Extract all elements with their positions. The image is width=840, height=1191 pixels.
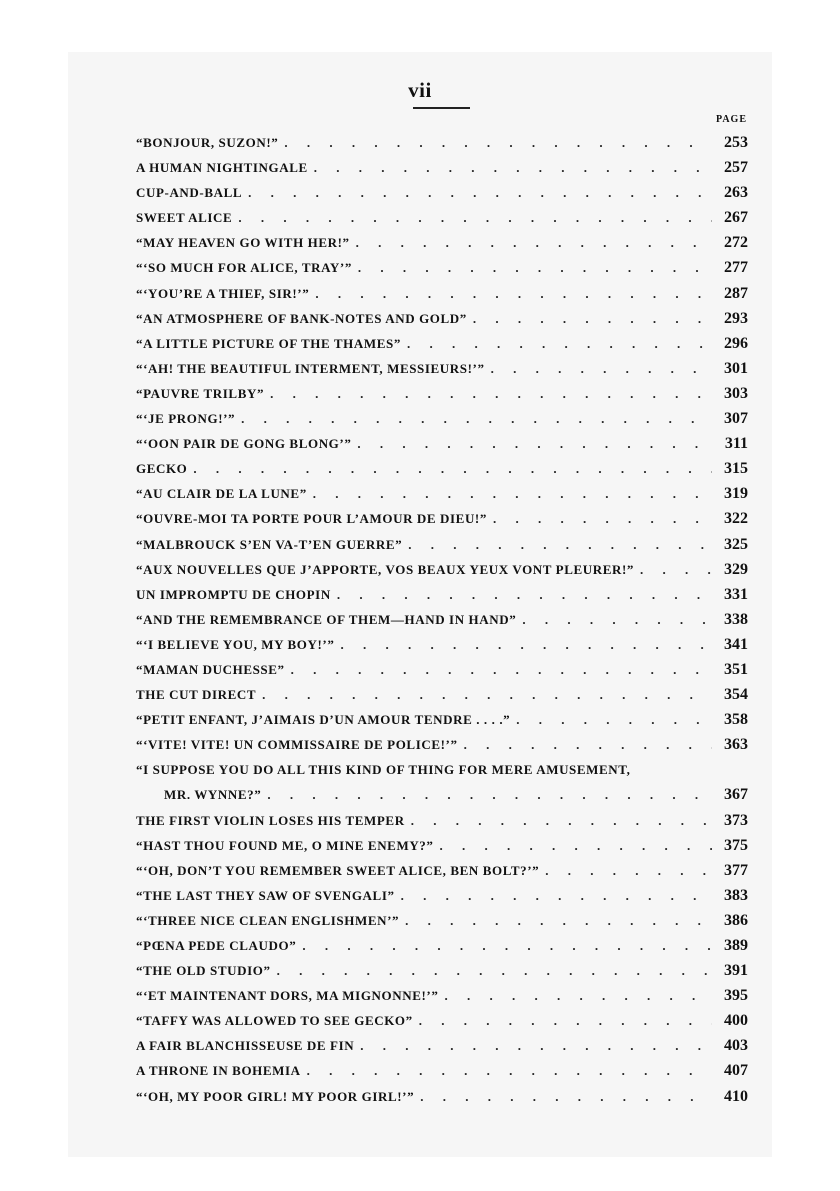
toc-entry-page: 377 xyxy=(724,861,748,879)
toc-entry-title: “‘OH, MY POOR GIRL! MY POOR GIRL!’” xyxy=(136,1088,415,1104)
toc-entry xyxy=(136,205,748,230)
toc-entry-page: 315 xyxy=(724,460,748,478)
toc-entry xyxy=(136,506,748,531)
toc-entry-page: 319 xyxy=(724,485,748,503)
dot-leader xyxy=(193,456,712,481)
toc-entry-title: “‘YOU’RE A THIEF, SIR!’” xyxy=(136,285,310,301)
toc-entry-title: “‘VITE! VITE! UN COMMISSAIRE DE POLICE!’” xyxy=(136,737,458,753)
dot-leader xyxy=(405,908,712,933)
dot-leader xyxy=(493,506,712,531)
toc-entry xyxy=(136,983,748,1008)
toc-entry-continued xyxy=(136,782,748,807)
toc-entry-page: 389 xyxy=(724,937,748,954)
toc-entry-title: “AN ATMOSPHERE OF BANK-NOTES AND GOLD” xyxy=(136,310,467,326)
toc-entry xyxy=(136,557,748,582)
toc-entry-page: 363 xyxy=(724,736,748,754)
dot-leader xyxy=(358,255,712,280)
toc-entry-title: “‘THREE NICE CLEAN ENGLISHMEN’” xyxy=(136,912,400,928)
toc-entry xyxy=(136,130,748,155)
toc-entry-title: “BONJOUR, SUZON!” xyxy=(136,135,279,150)
toc-entry xyxy=(136,406,748,431)
toc-entry xyxy=(136,833,748,858)
toc-entry-page: 338 xyxy=(724,610,748,628)
toc-entry xyxy=(136,707,748,732)
toc-entry-page: 367 xyxy=(724,786,748,804)
dot-leader xyxy=(284,130,712,155)
toc-entry-title: “HAST THOU FOUND ME, O MINE ENEMY?” xyxy=(136,837,434,853)
toc-entry-page: 267 xyxy=(724,209,748,227)
dot-leader xyxy=(516,707,712,732)
dot-leader xyxy=(314,155,712,180)
toc-entry xyxy=(136,431,748,456)
dot-leader xyxy=(360,1033,712,1058)
toc-entry xyxy=(136,1058,748,1083)
toc-entry-title: GECKO xyxy=(136,461,188,477)
toc-entry-title: “‘OH, DON’T YOU REMEMBER SWEET ALICE, BEN BOLT?’” xyxy=(136,862,540,878)
toc-entry-page: 395 xyxy=(724,987,748,1005)
dot-leader xyxy=(408,532,712,557)
toc-entry-page: 386 xyxy=(724,911,748,929)
toc-entry-page: 277 xyxy=(724,259,748,277)
dot-leader xyxy=(277,958,712,983)
dot-leader xyxy=(464,732,712,757)
toc-entry-title: “MALBROUCK S’EN VA-T’EN GUERRE” xyxy=(136,536,403,552)
dot-leader xyxy=(315,281,712,306)
toc-entry-title: “‘SO MUCH FOR ALICE, TRAY’” xyxy=(136,260,352,276)
dot-leader xyxy=(473,306,712,331)
toc-entry xyxy=(136,1008,748,1033)
toc-entry xyxy=(136,908,748,933)
dot-leader xyxy=(444,983,712,1008)
toc-entry xyxy=(136,682,748,707)
dot-leader xyxy=(291,657,712,682)
toc-entry-title: “THE LAST THEY SAW OF SVENGALI” xyxy=(136,887,395,903)
dot-leader xyxy=(302,933,712,958)
toc-entry xyxy=(136,532,748,557)
toc-entry-page: 296 xyxy=(724,334,748,352)
dot-leader xyxy=(262,682,712,707)
dot-leader xyxy=(401,883,712,908)
toc-entry-title: “MAY HEAVEN GO WITH HER!” xyxy=(136,235,350,251)
toc-entry xyxy=(136,331,748,356)
toc-entry-page: 383 xyxy=(724,886,748,904)
dot-leader xyxy=(337,582,712,607)
table-of-contents xyxy=(136,130,748,1109)
toc-entry-title: “THE OLD STUDIO” xyxy=(136,963,271,979)
toc-entry-page: 263 xyxy=(724,184,748,202)
toc-entry-title: SWEET ALICE xyxy=(136,210,233,226)
toc-entry-page: 403 xyxy=(724,1037,748,1055)
page-number: vii xyxy=(408,78,432,102)
toc-entry-title: THE CUT DIRECT xyxy=(136,687,257,703)
toc-entry xyxy=(136,1084,748,1109)
toc-entry-title: “PAUVRE TRILBY” xyxy=(136,385,265,401)
toc-entry-title: UN IMPROMPTU DE CHOPIN xyxy=(136,586,331,602)
toc-entry xyxy=(136,356,748,381)
toc-entry-title: A THRONE IN BOHEMIA xyxy=(136,1063,301,1079)
toc-entry-title: THE FIRST VIOLIN LOSES HIS TEMPER xyxy=(136,812,405,828)
dot-leader xyxy=(407,331,712,356)
toc-entry-title: “‘ET MAINTENANT DORS, MA MIGNONNE!’” xyxy=(136,988,439,1004)
toc-entry xyxy=(136,306,748,331)
toc-entry-title: “‘OON PAIR DE GONG BLONG’” xyxy=(136,436,352,452)
toc-entry xyxy=(136,155,748,180)
toc-entry-title: “MAMAN DUCHESSE” xyxy=(136,661,285,677)
toc-entry-page: 311 xyxy=(724,435,748,453)
toc-entry-page: 329 xyxy=(724,560,748,578)
toc-entry xyxy=(136,180,748,205)
toc-entry-page: 354 xyxy=(724,686,748,704)
toc-entry-title: “A LITTLE PICTURE OF THE THAMES” xyxy=(136,335,401,351)
toc-entry-page: 373 xyxy=(724,811,748,829)
toc-entry-title: “‘JE PRONG!’” xyxy=(136,411,236,427)
toc-entry-page: 375 xyxy=(724,836,748,854)
toc-entry xyxy=(136,732,748,757)
dot-leader xyxy=(270,381,712,406)
toc-entry-page: 287 xyxy=(724,284,748,302)
toc-entry-page: 257 xyxy=(724,159,748,177)
toc-entry xyxy=(136,632,748,657)
dot-leader xyxy=(419,1008,712,1033)
dot-leader xyxy=(440,833,712,858)
toc-entry-page: 253 xyxy=(724,134,748,151)
toc-entry xyxy=(136,933,748,958)
page-column-label: PAGE xyxy=(715,114,747,125)
toc-entry-page: 400 xyxy=(724,1012,748,1030)
toc-entry-title-continued: MR. WYNNE?” xyxy=(164,787,262,803)
toc-entry-page: 272 xyxy=(724,234,748,252)
toc-entry xyxy=(136,456,748,481)
dot-leader xyxy=(545,858,712,883)
toc-entry-title: “I SUPPOSE YOU DO ALL THIS KIND OF THING FOR MERE AMUSEMENT, xyxy=(136,762,631,778)
toc-entry-page: 325 xyxy=(724,535,748,553)
toc-entry-title: A HUMAN NIGHTINGALE xyxy=(136,160,308,176)
toc-entry-title: “‘I BELIEVE YOU, MY BOY!’” xyxy=(136,636,335,652)
toc-entry xyxy=(136,808,748,833)
dot-leader xyxy=(267,782,712,807)
toc-entry xyxy=(136,281,748,306)
toc-entry xyxy=(136,858,748,883)
toc-entry-page: 322 xyxy=(724,510,748,528)
toc-entry-title: A FAIR BLANCHISSEUSE DE FIN xyxy=(136,1038,355,1054)
toc-entry xyxy=(136,582,748,607)
toc-entry-title: “OUVRE-MOI TA PORTE POUR L’AMOUR DE DIEU!” xyxy=(136,511,487,527)
dot-leader xyxy=(340,632,712,657)
toc-entry xyxy=(136,255,748,280)
toc-entry-page: 358 xyxy=(724,711,748,729)
dot-leader xyxy=(420,1084,712,1109)
toc-entry-page: 293 xyxy=(724,309,748,327)
toc-entry-page: 391 xyxy=(724,962,748,980)
toc-entry-title: “TAFFY WAS ALLOWED TO SEE GECKO” xyxy=(136,1013,413,1029)
toc-entry-page: 407 xyxy=(724,1062,748,1080)
toc-entry xyxy=(136,883,748,908)
dot-leader xyxy=(357,431,712,456)
dot-leader xyxy=(411,808,712,833)
toc-entry-page: 341 xyxy=(724,635,748,653)
dot-leader xyxy=(313,481,712,506)
toc-entry-page: 301 xyxy=(724,359,748,377)
toc-entry xyxy=(136,481,748,506)
toc-entry xyxy=(136,958,748,983)
toc-entry-title: “AND THE REMEMBRANCE OF THEM—HAND IN HAND” xyxy=(136,611,517,627)
toc-entry-title: “AUX NOUVELLES QUE J’APPORTE, VOS BEAUX YEUX VONT PLEURER!” xyxy=(136,561,635,577)
toc-entry-page: 351 xyxy=(724,660,748,678)
dot-leader xyxy=(522,607,712,632)
dot-leader xyxy=(491,356,712,381)
header-rule xyxy=(413,107,470,109)
toc-entry xyxy=(136,230,748,255)
toc-entry xyxy=(136,757,748,782)
toc-entry-title: “PETIT ENFANT, J’AIMAIS D’UN AMOUR TENDRE . . . .” xyxy=(136,712,511,728)
toc-entry xyxy=(136,381,748,406)
toc-entry xyxy=(136,607,748,632)
dot-leader xyxy=(307,1058,712,1083)
dot-leader xyxy=(238,205,712,230)
toc-entry xyxy=(136,1033,748,1058)
dot-leader xyxy=(248,180,712,205)
toc-entry-page: 307 xyxy=(724,410,748,428)
dot-leader xyxy=(640,557,712,582)
toc-entry-page: 303 xyxy=(724,384,748,402)
toc-entry-page: 410 xyxy=(724,1087,748,1105)
dot-leader xyxy=(241,406,712,431)
toc-entry-title: “PŒNA PEDE CLAUDO” xyxy=(136,938,297,953)
toc-entry-title: “AU CLAIR DE LA LUNE” xyxy=(136,486,307,502)
toc-entry-title: “‘AH! THE BEAUTIFUL INTERMENT, MESSIEURS!’” xyxy=(136,360,485,376)
toc-entry-page: 331 xyxy=(724,585,748,603)
toc-entry-title: CUP-AND-BALL xyxy=(136,185,243,201)
dot-leader xyxy=(356,230,712,255)
toc-entry xyxy=(136,657,748,682)
